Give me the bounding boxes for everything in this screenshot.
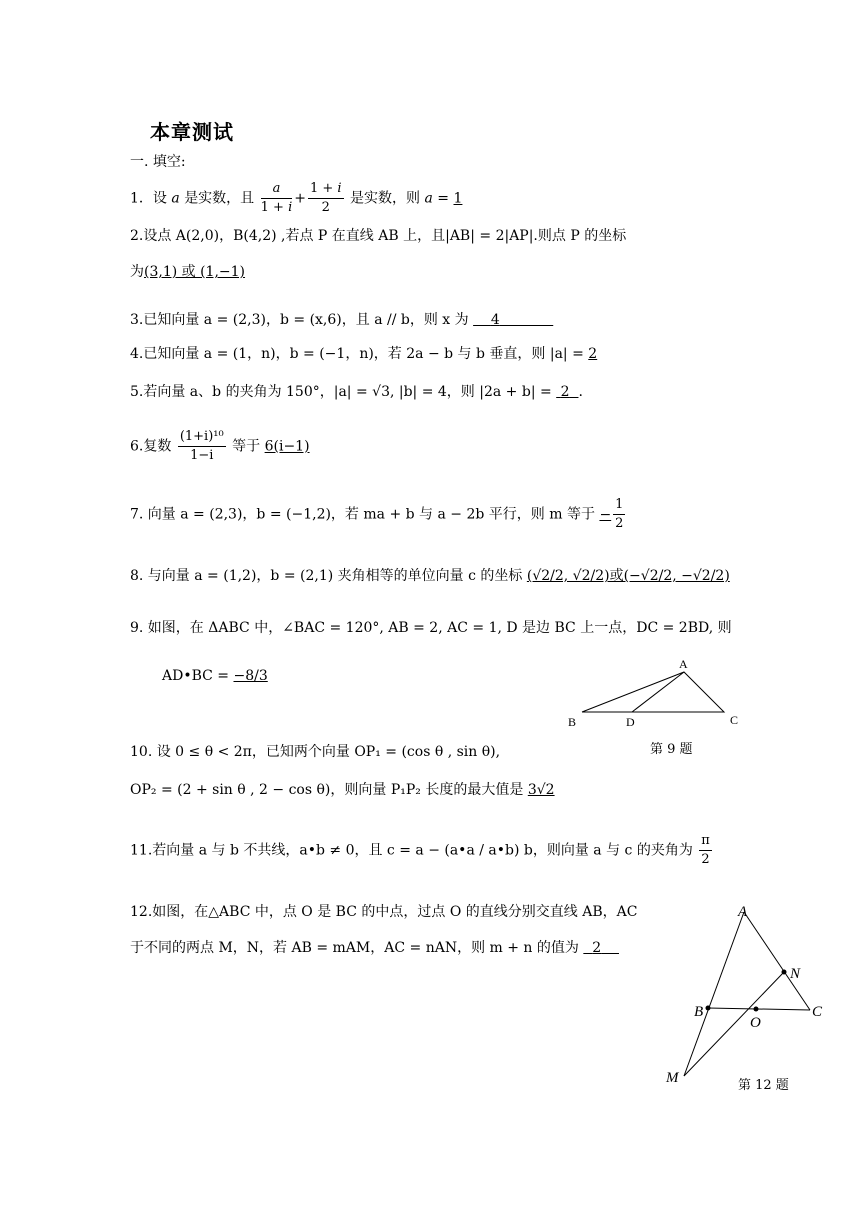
q10-answer: 3√2 [527,782,555,798]
q11-text: 11.若向量 a 与 b 不共线，a•b ≠ 0，且 c = a − (a•a / a•b) b，则向量 a 与 c 的夹角为 [130,842,693,859]
fig9-label-c: C [730,713,739,727]
figure-9-caption: 第 9 题 [650,742,693,757]
q10-text: OP₂ = (2 + sin θ , 2 − cos θ)，则向量 P₁P₂ 长度的最大值是 [130,782,524,798]
q3-text: 3.已知向量 a = (2,3)，b = (x,6)，且 a // b，则 x 为 [130,312,469,328]
q9-expression: AD•BC = [162,668,230,684]
q1-text: 是实数，且 [184,190,255,207]
question-2-line-2 [130,262,245,282]
fig12-label-m: M [666,1070,679,1086]
q1-fraction-1: $\frac{a}{1 + i}$ [260,181,293,215]
fig12-label-c: C [812,1004,823,1020]
question-12-line-1: 12.如图，在△ABC 中，点 O 是 BC 的中点，过点 O 的直线分别交直线 AB，AC [130,904,638,920]
q3-answer: 4 [490,312,500,328]
page-title: 本章测试 [150,120,234,144]
q12-text: 于不同的两点 M，N，若 AB = mAM，AC = nAN，则 m + n 的值为 [130,940,579,956]
fig12-label-n: N [790,966,801,982]
question-2-line-1: 2.设点 A(2,0)，B(4,2) ,若点 P 在直线 AB 上，且|AB| = 2|AP|.则点 P 的坐标 [130,228,627,244]
q6-prefix: 6.复数 [130,438,172,455]
q1-text-2: 是实数，则 [350,190,421,207]
question-5 [130,382,583,402]
question-3 [130,310,553,330]
q5-text: 5.若向量 a、b 的夹角为 150°，|a| = √3, |b| = 4，则 |2a + b| = [130,384,552,400]
question-1: 1．设 a 是实数，且 $\frac{a}{1 + i}$ + $\frac{1 + i}{2}$ 是实数，则 a = 1 [130,181,463,215]
q2-answer: (3,1) 或 (1,−1) [144,264,246,280]
question-8 [130,566,730,586]
q11-answer: $\frac{\pi}{2}$ [701,833,710,867]
figure-12-triangle [660,898,840,1088]
q2-prefix: 为 [130,264,144,280]
q1-fraction-2: $\frac{1 + i}{2}$ [309,181,342,215]
fig12-label-a: A [738,904,748,920]
figure-12-caption: 第 12 题 [738,1078,789,1093]
fig12-label-o: O [750,1015,761,1031]
q5-suffix: . [578,384,583,400]
fig9-label-a: A [679,657,688,671]
question-11 [130,832,714,869]
q5-answer: 2 [560,384,570,400]
question-4 [130,344,597,364]
q1-prefix: 1．设 [130,190,167,207]
figure-9-triangle [560,656,760,736]
question-12-line-2 [130,938,619,958]
q7-text: 7. 向量 a = (2,3)，b = (−1,2)，若 ma + b 与 a − 2b 平行，则 m 等于 [130,506,595,523]
q4-text: 4.已知向量 a = (1，n)，b = (−1，n)，若 2a − b 与 b 垂直，则 |a| = [130,346,584,362]
fig9-label-b: B [568,715,577,729]
question-7 [130,496,627,533]
q8-answer: (√2/2, √2/2)或(−√2/2, −√2/2) [526,568,730,584]
q12-answer: 2 [592,940,602,956]
question-10-line-1: 10. 设 0 ≤ θ < 2π，已知两个向量 OP₁ = (cos θ , sin θ), [130,744,501,760]
q9-answer: −8/3 [233,668,268,684]
fig12-label-b: B [694,1004,704,1020]
q1-answer: 1 [453,190,463,207]
question-10-line-2 [130,780,555,800]
question-6 [130,428,310,465]
fig9-label-d: D [626,715,635,729]
section-heading: 一. 填空: [130,154,186,170]
question-9-line-2 [162,666,268,686]
q6-answer: 6(i−1) [264,438,310,455]
q6-fraction: $\frac{\text{(1+i)¹⁰}}{1-i}$ [179,429,224,463]
q6-text: 等于 [232,438,261,455]
q7-answer: − $\frac{1}{2}$ [599,497,624,531]
q4-answer: 2 [588,346,598,362]
q8-text: 8. 与向量 a = (1,2)，b = (2,1) 夹角相等的单位向量 c 的坐标 [130,568,523,584]
question-9-line-1: 9. 如图，在 ΔABC 中，∠BAC = 120°, AB = 2, AC = 1, D 是边 BC 上一点，DC = 2BD, 则 [130,620,732,636]
